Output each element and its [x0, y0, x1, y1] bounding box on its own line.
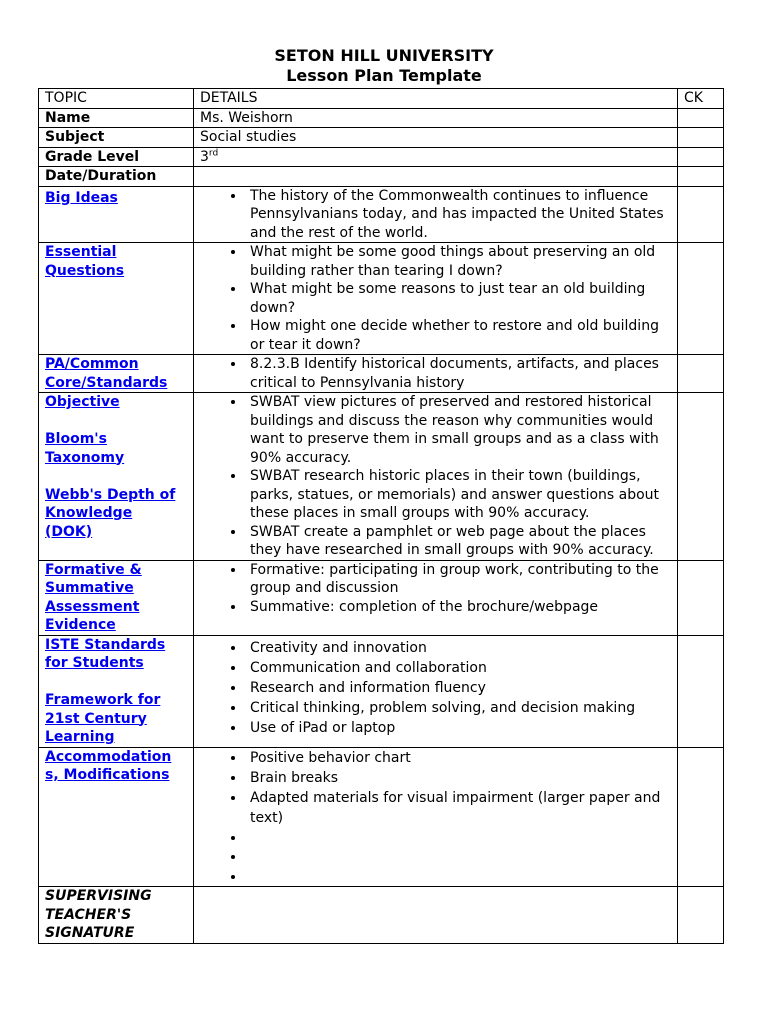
assessment-label-1: Formative &: [45, 561, 142, 578]
blooms-label-1: Bloom's: [45, 431, 107, 447]
standards-details: [194, 355, 678, 393]
list-item: • The history of the Commonwealth continues to influence Pennsylvanians today, and has impacted the United States and the rest of the world.: [246, 187, 677, 243]
objective-check[interactable]: [678, 393, 724, 561]
assessment-label-4: Evidence: [45, 617, 116, 633]
webbs-label-3: (DOK): [45, 523, 93, 540]
list-item: • Critical thinking, problem solving, and decision making: [246, 698, 677, 718]
list-item: • Brain breaks: [246, 768, 677, 788]
ck-header: CK: [678, 89, 724, 109]
blooms-taxonomy-link[interactable]: [45, 431, 124, 466]
essential-questions-label-cell: [39, 243, 194, 355]
list-item: • How might one decide whether to restore and old building or tear it down?: [246, 317, 677, 354]
subject-row: [39, 128, 724, 148]
assessment-link[interactable]: [45, 562, 142, 634]
framework-label-2: 21st Century: [45, 710, 147, 727]
standards-row: [39, 355, 724, 393]
name-check[interactable]: [678, 108, 724, 128]
accommodations-row: [39, 747, 724, 887]
date-row: [39, 167, 724, 187]
name-label: Name: [39, 108, 194, 128]
document-header: [0, 46, 768, 86]
list-item: • Communication and collaboration: [246, 658, 677, 678]
standards-label-1: PA/Common: [45, 356, 139, 372]
details-header: DETAILS: [194, 89, 678, 109]
objective-link[interactable]: Objective: [45, 394, 120, 410]
date-value: [194, 167, 678, 187]
standards-link[interactable]: [45, 356, 167, 391]
list-item: • Adapted materials for visual impairment (larger paper and text): [246, 788, 677, 828]
document-title: Lesson Plan Template: [286, 66, 482, 85]
framework-label-3: Learning: [45, 729, 115, 745]
grade-label: Grade Level: [39, 147, 194, 167]
framework-21st-century-link[interactable]: [45, 692, 160, 745]
subject-value: Social studies: [194, 128, 678, 148]
empty-list-item: [246, 847, 677, 867]
subject-label: Subject: [39, 128, 194, 148]
assessment-label-3: Assessment: [45, 598, 140, 615]
standards-check[interactable]: [678, 355, 724, 393]
list-item: • SWBAT research historic places in their town (buildings, parks, statues, or memorials) and answer questions about these places in small groups with 90% accuracy.: [246, 467, 677, 523]
list-item: • Summative: completion of the brochure/webpage: [246, 598, 677, 617]
accommodations-check[interactable]: [678, 747, 724, 887]
webbs-label-1: Webb's Depth of: [45, 486, 176, 503]
grade-suffix: rd: [208, 147, 219, 158]
list-item: • Creativity and innovation: [246, 638, 677, 658]
signature-label-2: TEACHER'S: [45, 906, 132, 923]
big-ideas-row: [39, 186, 724, 243]
iste-label-cell: [39, 635, 194, 747]
signature-label-3: SIGNATURE: [45, 925, 135, 941]
name-value: Ms. Weishorn: [194, 108, 678, 128]
iste-standards-link[interactable]: [45, 637, 165, 672]
objective-row: [39, 393, 724, 561]
accommodations-label-2: s, Modifications: [45, 767, 170, 783]
accommodations-details: [194, 747, 678, 887]
iste-label-2: for Students: [45, 655, 144, 671]
big-ideas-check[interactable]: [678, 186, 724, 243]
standards-label-cell: [39, 355, 194, 393]
table-header-row: [39, 89, 724, 109]
list-item: • Positive behavior chart: [246, 748, 677, 768]
essential-questions-link[interactable]: [45, 244, 124, 279]
list-item: • Use of iPad or laptop: [246, 718, 677, 738]
grade-row: [39, 147, 724, 167]
assessment-label-2: Summative: [45, 580, 134, 596]
empty-list-item: [246, 828, 677, 848]
big-ideas-label-cell: [39, 186, 194, 243]
objective-details: [194, 393, 678, 561]
assessment-details: [194, 560, 678, 635]
iste-label-1: ISTE Standards: [45, 636, 166, 653]
university-name: SETON HILL UNIVERSITY: [274, 46, 494, 65]
empty-list-item: [246, 867, 677, 887]
framework-label-1: Framework for: [45, 692, 161, 708]
signature-label-cell: [39, 887, 194, 944]
webbs-dok-link[interactable]: [45, 487, 175, 540]
accommodations-label-cell: [39, 747, 194, 887]
webbs-label-2: Knowledge: [45, 505, 133, 521]
name-row: [39, 108, 724, 128]
accommodations-link[interactable]: [45, 749, 171, 784]
essential-questions-check[interactable]: [678, 243, 724, 355]
topic-header: TOPIC: [39, 89, 194, 109]
big-ideas-link[interactable]: Big Ideas: [45, 189, 118, 206]
lesson-plan-table: [38, 88, 724, 944]
blooms-label-2: Taxonomy: [45, 449, 125, 466]
list-item: • 8.2.3.B Identify historical documents, artifacts, and places critical to Pennsylvania history: [246, 355, 677, 392]
grade-value-cell: [194, 147, 678, 167]
essential-label-1: Essential: [45, 244, 117, 260]
assessment-check[interactable]: [678, 560, 724, 635]
signature-field[interactable]: [194, 887, 678, 944]
iste-row: [39, 635, 724, 747]
date-label: Date/Duration: [39, 167, 194, 187]
iste-details: [194, 635, 678, 747]
essential-label-2: Questions: [45, 262, 125, 279]
list-item: • Research and information fluency: [246, 678, 677, 698]
assessment-row: [39, 560, 724, 635]
signature-label-1: SUPERVISING: [45, 888, 152, 904]
list-item: • SWBAT view pictures of preserved and restored historical buildings and discuss the reason why communities would want to preserve them in small groups and as a class with 90% accuracy.: [246, 393, 677, 467]
list-item: • What might be some good things about preserving an old building rather than tearing I down?: [246, 243, 677, 280]
essential-questions-row: [39, 243, 724, 355]
big-ideas-details: [194, 186, 678, 243]
list-item: • SWBAT create a pamphlet or web page about the places they have researched in small groups with 90% accuracy.: [246, 523, 677, 560]
essential-questions-details: [194, 243, 678, 355]
objective-label-cell: [39, 393, 194, 561]
list-item: • Formative: participating in group work, contributing to the group and discussion: [246, 561, 677, 598]
list-item: • What might be some reasons to just tear an old building down?: [246, 280, 677, 317]
signature-row: [39, 887, 724, 944]
assessment-label-cell: [39, 560, 194, 635]
date-check[interactable]: [678, 167, 724, 187]
signature-check[interactable]: [678, 887, 724, 944]
grade-value: 3: [200, 148, 209, 165]
iste-check[interactable]: [678, 635, 724, 747]
grade-check[interactable]: [678, 147, 724, 167]
standards-label-2: Core/Standards: [45, 374, 168, 391]
accommodations-label-1: Accommodation: [45, 748, 172, 765]
subject-check[interactable]: [678, 128, 724, 148]
